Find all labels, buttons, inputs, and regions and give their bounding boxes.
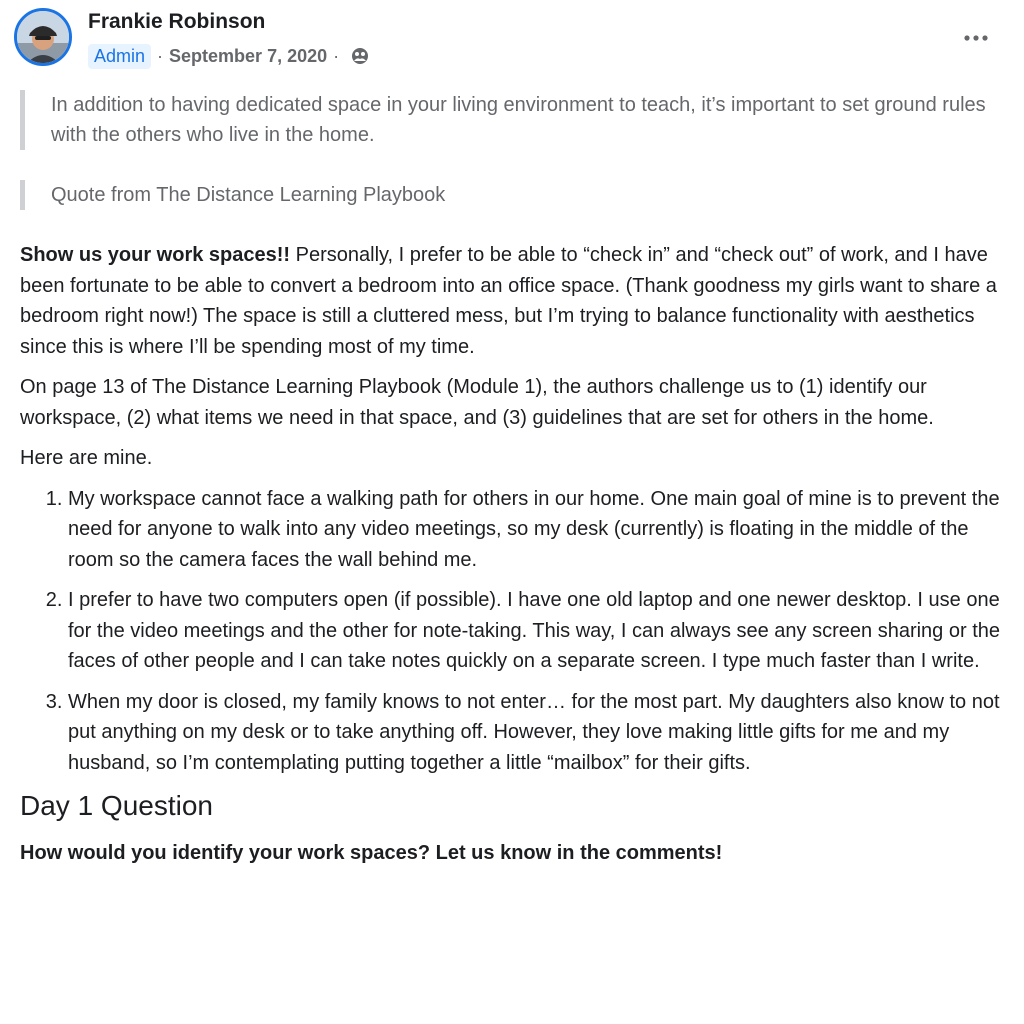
quote-block: In addition to having dedicated space in your living environment to teach, it’s important to set ground rules with the others who live in the home. bbox=[20, 90, 1011, 150]
intro-text: Personally, I prefer to be able to “check in” and “check out” of work, and I have been fortunate to be able to convert a bedroom into an office space. (Thank goodness my girls want to share a bedroom right now!) The space is still a cluttered mess, but I’m trying to balance functionality with aesthetics since this is where I’ll be spending most of my time. bbox=[20, 244, 997, 358]
avatar[interactable] bbox=[14, 8, 72, 66]
author-name[interactable]: Frankie Robinson bbox=[88, 10, 266, 33]
list-item: 3. When my door is closed, my family knows to not enter… for the most part. My daughters also know to not put anything on my desk or to take anything off. However, they love making little gifts for me and my husband, so I’m contemplating putting together a little “mailbox” for their gifts. bbox=[68, 687, 1004, 779]
meta-separator: · bbox=[157, 45, 164, 66]
admin-badge: Admin bbox=[88, 44, 151, 69]
more-options-button[interactable] bbox=[958, 26, 994, 50]
list-item: 2. I prefer to have two computers open (if possible). I have one old laptop and one newer desktop. I use one for the video meetings and the other for note-taking. This way, I can always see any screen sharing or the faces of other people and I can take notes quickly on a separate screen. I type much faster than I write. bbox=[68, 585, 1004, 677]
workspace-list bbox=[20, 484, 1004, 779]
module-paragraph: On page 13 of The Distance Learning Playbook (Module 1), the authors challenge us to (1) identify our workspace, (2) what items we need in that space, and (3) guidelines that are set for others in the home. bbox=[20, 376, 934, 429]
day-question-heading: Day 1 Question bbox=[20, 790, 213, 821]
list-item: 1. My workspace cannot face a walking path for others in our home. One main goal of mine is to prevent the need for anyone to walk into any video meetings, so my desk (currently) is floating in the middle of the room so the camera faces the wall behind me. bbox=[68, 484, 1004, 576]
intro-paragraph bbox=[20, 240, 1004, 362]
here-are-mine: Here are mine. bbox=[20, 447, 153, 469]
avatar-photo-icon bbox=[17, 11, 69, 63]
more-options-icon bbox=[958, 26, 994, 50]
post-meta bbox=[88, 43, 369, 69]
post-date[interactable]: September 7, 2020 bbox=[169, 45, 328, 66]
quote-source: Quote from The Distance Learning Playbook bbox=[20, 180, 1011, 210]
question-text: How would you identify your work spaces? Let us know in the comments! bbox=[20, 842, 723, 864]
post-header bbox=[14, 8, 1010, 72]
post-body bbox=[20, 240, 1004, 879]
intro-bold: Show us your work spaces!! bbox=[20, 244, 291, 266]
meta-separator-2: · bbox=[333, 45, 340, 66]
group-icon bbox=[351, 47, 369, 65]
